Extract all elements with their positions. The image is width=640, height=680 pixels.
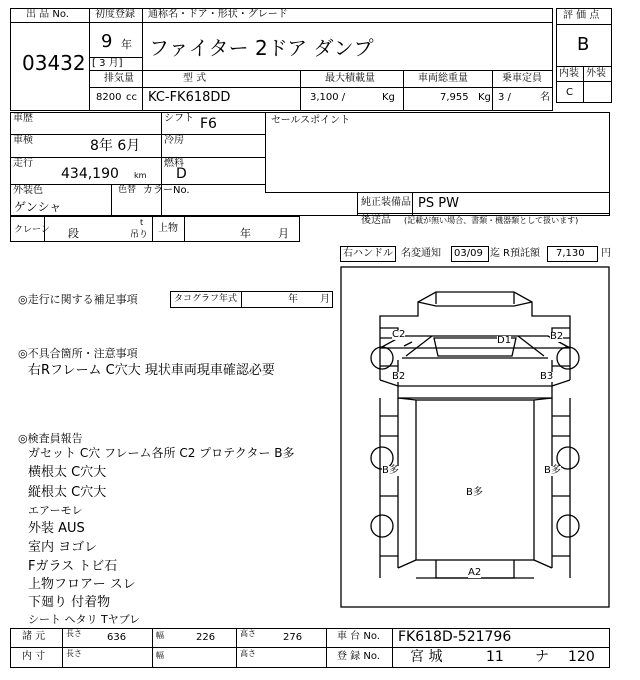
notice-suffix: 迄 [490, 248, 500, 259]
dims-label: 諸 元 [22, 631, 46, 642]
upper-month-unit: 月 [278, 227, 289, 240]
mark-b3: B3 [540, 371, 554, 382]
model-label: 型 式 [183, 73, 207, 84]
length-label: 長さ [66, 629, 82, 638]
ext-color-label: 外装色 [13, 185, 43, 196]
crane-row [10, 216, 300, 242]
reg-region: 宮 城 [410, 649, 443, 665]
shift-label: シフト [164, 113, 194, 124]
equipment-value: PS PW [418, 196, 459, 211]
mark-b-many-left: B多 [382, 465, 399, 476]
chassis-label: 車 台 No. [337, 631, 380, 642]
inspector-line: 上物フロアー スレ [28, 577, 136, 592]
displacement-value: 8200 [96, 92, 122, 103]
inspector-line: エアーモレ [28, 504, 83, 517]
inspector-line: 縦根太 C穴大 [28, 485, 107, 500]
max-load-value: 3,100 / [310, 92, 346, 103]
mark-c2: C2 [392, 329, 406, 340]
mileage-unit: km [134, 171, 147, 180]
inner-width-label: 幅 [156, 651, 164, 660]
footer-block [10, 628, 610, 668]
width-label: 幅 [156, 631, 164, 640]
supplement-title: ◎走行に関する補足事項 [18, 293, 138, 306]
inspector-line: 下廻り 付着物 [28, 595, 111, 610]
crane-label: クレーン [14, 225, 50, 235]
reg-kana: ナ [535, 649, 549, 665]
mark-b2-left: B2 [392, 371, 406, 382]
inspector-line: 外装 AUS [28, 521, 85, 536]
eval-label: 評 価 点 [563, 10, 600, 21]
mark-b-many-right: B多 [544, 465, 561, 476]
tacho-month: 月 [320, 294, 330, 305]
aftermarket-label: 後送品 [361, 215, 391, 226]
mark-a2: A2 [468, 567, 482, 578]
length-value: 636 [107, 632, 127, 643]
stage-label: 段 [68, 227, 79, 240]
rhd-label: 右ハンドル [343, 248, 393, 259]
inspector-line: シート ヘタリ Tヤブレ [28, 613, 141, 626]
inner-length-label: 長さ [66, 649, 82, 658]
lot-number: 03432 [22, 51, 86, 75]
interior-score: C [566, 87, 573, 98]
displacement-label: 排気量 [104, 73, 134, 84]
first-reg-month: [ 3 月] [92, 58, 123, 69]
ac-label: 冷房 [164, 135, 184, 146]
mileage-value: 434,190 [61, 166, 119, 182]
mark-b-many-center: B多 [466, 487, 483, 498]
aftermarket-note: (記載が無い場合、書類・機器類として扱います) [404, 216, 579, 225]
inspector-line: Fガラス トビ石 [28, 559, 118, 574]
year-unit: 年 [121, 38, 132, 51]
tacho-label: タコグラフ年式 [174, 294, 238, 304]
damage-diagram [340, 266, 610, 608]
truck-outline [340, 266, 610, 608]
gvw-unit: Kg [478, 92, 491, 103]
max-load-unit: Kg [382, 92, 395, 103]
reg-number: 120 [568, 649, 595, 665]
notice-label: 名変通知 [401, 248, 441, 259]
displacement-unit: cc [126, 92, 137, 103]
inner-height-label: 高さ [240, 649, 256, 658]
gvw-label: 車両総重量 [418, 73, 468, 84]
height-label: 高さ [240, 629, 256, 638]
exterior-label: 外装 [586, 68, 606, 79]
equipment-label: 純正装備品 [361, 197, 411, 208]
reg-label: 登 録 No. [337, 651, 380, 662]
mark-d1: D1 [497, 335, 512, 346]
car-name: ファイター 2ドア ダンプ [149, 36, 374, 60]
first-reg-year: 9 [101, 31, 113, 52]
hang-label: 吊り [130, 230, 149, 240]
inspection-label: 車検 [13, 135, 33, 146]
upper-label: 上物 [158, 223, 178, 234]
gvw-value: 7,955 [440, 92, 469, 103]
fuel-label: 燃料 [164, 158, 184, 169]
sales-point-label: セールスポイント [271, 115, 351, 126]
mark-b2-right: B2 [550, 331, 564, 342]
inner-label: 内 寸 [22, 651, 46, 662]
grade-label: 通称名・ドア・形状・グレード [148, 9, 288, 20]
capacity-value: 3 / [498, 92, 511, 103]
inspection-value: 8年 6月 [90, 138, 141, 154]
fuel-value: D [176, 166, 187, 182]
height-value: 276 [283, 632, 303, 643]
shift-value: F6 [200, 116, 217, 132]
interior-label: 内装 [559, 68, 579, 79]
lot-label: 出 品 No. [26, 9, 69, 20]
history-block [10, 112, 610, 216]
reg-class: 11 [486, 649, 504, 665]
model-value: KC-FK618DD [148, 90, 231, 105]
capacity-unit: 名 [540, 92, 550, 103]
ton-label: t [140, 218, 144, 227]
color-code-label: カラーNo. [143, 185, 190, 196]
inspector-title: ◎検査員報告 [18, 432, 83, 445]
eval-score: B [577, 34, 590, 55]
inspector-line: 室内 ヨゴレ [28, 540, 98, 555]
defects-text: 右Rフレーム C穴大 現状車両現車確認必要 [28, 363, 275, 378]
tacho-year: 年 [288, 294, 298, 305]
upper-year-unit: 年 [240, 227, 251, 240]
inspector-line: ガセット C穴 フレーム各所 C2 プロテクター B多 [28, 446, 295, 460]
deposit-value: 7,130 [556, 248, 585, 259]
chassis-value: FK618D-521796 [398, 629, 512, 645]
history-label: 車歴 [13, 113, 33, 124]
defects-title: ◎不具合箇所・注意事項 [18, 347, 138, 360]
width-value: 226 [196, 632, 216, 643]
color-no-label: 色替 [118, 185, 137, 195]
first-reg-label: 初度登録 [95, 9, 135, 20]
notice-date: 03/09 [454, 248, 483, 259]
ext-color-value: ゲンシャ [14, 200, 62, 214]
capacity-label: 乗車定員 [502, 73, 542, 84]
max-load-label: 最大積載量 [325, 73, 375, 84]
inspector-line: 横根太 C穴大 [28, 465, 107, 480]
evaluation-box [556, 8, 612, 103]
mileage-label: 走行 [13, 158, 33, 169]
deposit-label: R預託額 [503, 248, 540, 259]
deposit-unit: 円 [601, 248, 611, 259]
